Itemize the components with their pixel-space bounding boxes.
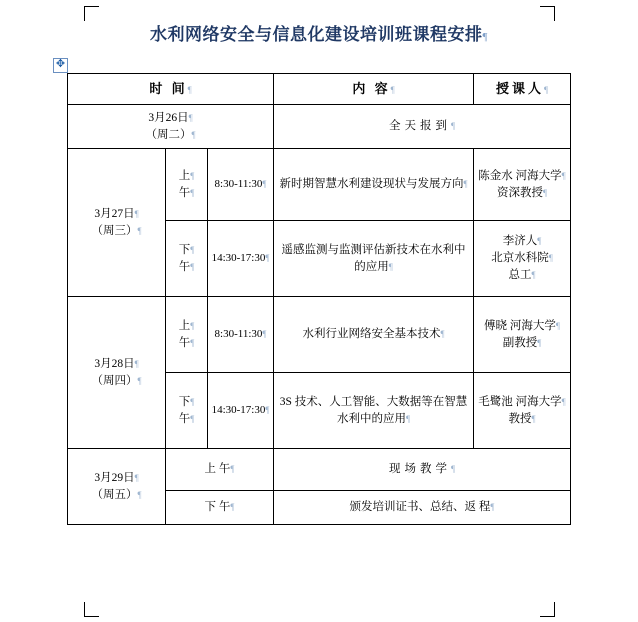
weekday-text: （周二）	[145, 128, 192, 141]
cell-mark-icon: ¶	[190, 396, 195, 407]
table-row	[68, 105, 571, 149]
cell-date	[68, 149, 166, 297]
cell-mark-icon: ¶	[537, 337, 542, 348]
cell-mark-icon: ¶	[548, 253, 553, 264]
cell-mark-icon: ¶	[531, 413, 536, 424]
cell-date	[68, 297, 166, 449]
cell-mark-icon: ¶	[440, 329, 445, 340]
cell-content	[274, 491, 571, 525]
content-text: 全天报到	[388, 120, 451, 133]
move-table-handle-icon[interactable]: ✥	[53, 58, 68, 73]
date-text: 3月29日	[94, 471, 135, 484]
cell-daypart: 上¶ 午¶	[166, 149, 208, 221]
content-text: 3S 技术、人工智能、大数据等在智慧水利中的应用	[279, 395, 468, 425]
cell-mark-icon: ¶	[450, 121, 456, 132]
cell-mark-icon: ¶	[262, 328, 267, 339]
cell-mark-icon: ¶	[544, 84, 549, 95]
cell-teacher: 李济人¶ 北京水科院¶ 总工¶	[474, 221, 571, 297]
cell-mark-icon: ¶	[190, 170, 195, 181]
cell-mark-icon: ¶	[555, 320, 560, 331]
page-title-text: 水利网络安全与信息化建设培训班课程安排	[150, 25, 483, 44]
date-text: 3月26日	[148, 111, 189, 124]
cell-mark-icon: ¶	[537, 236, 542, 247]
cell-mark-icon: ¶	[265, 404, 270, 415]
content-text: 现场教学	[388, 463, 451, 476]
course-schedule-table	[67, 73, 571, 525]
cell-time: 14:30-17:30¶	[208, 221, 274, 297]
cell-mark-icon: ¶	[137, 225, 142, 236]
cell-content	[274, 449, 571, 491]
cell-time: 8:30-11:30¶	[208, 149, 274, 221]
cell-mark-icon: ¶	[450, 464, 456, 475]
cell-mark-icon: ¶	[388, 261, 393, 272]
header-cell-time	[68, 74, 274, 105]
cell-mark-icon: ¶	[137, 489, 142, 500]
cell-mark-icon: ¶	[405, 413, 411, 424]
date-text: 3月27日	[94, 207, 135, 220]
content-text: 水利行业网络安全基本技术	[302, 328, 441, 341]
cell-teacher: 毛鹭池 河海大学¶ 教授¶	[474, 373, 571, 449]
cell-content	[274, 221, 474, 297]
cell-daypart: 上¶ 午¶	[166, 297, 208, 373]
daypart-text: 下 午	[204, 501, 231, 514]
cell-mark-icon: ¶	[187, 84, 192, 95]
daypart-text: 上 午	[204, 463, 231, 476]
cell-content	[274, 373, 474, 449]
date-text: 3月28日	[94, 357, 135, 370]
cell-content	[274, 149, 474, 221]
header-content-label: 内 容	[352, 80, 391, 96]
cell-mark-icon: ¶	[190, 320, 195, 331]
cell-teacher: 傅晓 河海大学¶ 副教授¶	[474, 297, 571, 373]
cell-daypart: 下¶ 午¶	[166, 373, 208, 449]
weekday-text: （周五）	[91, 488, 138, 501]
cell-mark-icon: ¶	[490, 502, 495, 513]
cell-mark-icon: ¶	[542, 187, 548, 198]
header-cell-content	[274, 74, 474, 105]
cell-time: 14:30-17:30¶	[208, 373, 274, 449]
content-text: 颁发培训证书、总结、返 程	[349, 501, 491, 514]
cell-mark-icon: ¶	[134, 358, 139, 369]
cell-daypart	[166, 491, 274, 525]
table-row	[68, 449, 571, 491]
cell-date	[68, 449, 166, 525]
cell-mark-icon: ¶	[463, 179, 468, 190]
table-header-row	[68, 74, 571, 105]
page-title	[68, 20, 570, 45]
cell-mark-icon: ¶	[134, 208, 139, 219]
content-text: 遥感监测与监测评估新技术在水利中的应用	[281, 243, 466, 273]
content-text: 新时期智慧水利建设现状与发展方向	[279, 178, 464, 191]
cell-mark-icon: ¶	[561, 170, 566, 181]
weekday-text: （周三）	[91, 224, 138, 237]
header-cell-teacher	[474, 74, 571, 105]
cell-mark-icon: ¶	[190, 261, 195, 272]
cell-mark-icon: ¶	[188, 112, 193, 123]
cell-teacher: 陈金水 河海大学¶ 资深教授¶	[474, 149, 571, 221]
cell-content	[274, 297, 474, 373]
cell-mark-icon: ¶	[191, 129, 196, 140]
margin-mark-bottom-right	[540, 602, 555, 617]
cell-time: 8:30-11:30¶	[208, 297, 274, 373]
weekday-text: （周四）	[91, 374, 138, 387]
cell-mark-icon: ¶	[137, 375, 142, 386]
table-row	[68, 149, 571, 221]
cell-mark-icon: ¶	[134, 472, 139, 483]
cell-mark-icon: ¶	[190, 337, 195, 348]
cell-mark-icon: ¶	[230, 464, 235, 475]
cell-mark-icon: ¶	[190, 187, 195, 198]
cell-mark-icon: ¶	[190, 244, 195, 255]
cell-mark-icon: ¶	[561, 396, 566, 407]
header-time-label: 时 间	[149, 80, 188, 96]
cell-mark-icon: ¶	[265, 252, 270, 263]
cell-content	[274, 105, 571, 149]
margin-mark-top-left	[84, 6, 99, 21]
cell-mark-icon: ¶	[230, 502, 235, 513]
margin-mark-top-right	[540, 6, 555, 21]
cell-mark-icon: ¶	[390, 84, 395, 95]
cell-mark-icon: ¶	[531, 269, 536, 280]
cell-mark-icon: ¶	[262, 178, 267, 189]
cell-date	[68, 105, 274, 149]
cell-daypart: 下¶ 午¶	[166, 221, 208, 297]
header-teacher-label: 授课人	[495, 80, 544, 96]
cell-daypart	[166, 449, 274, 491]
table-row	[68, 297, 571, 373]
margin-mark-bottom-left	[84, 602, 99, 617]
cell-mark-icon: ¶	[190, 413, 195, 424]
paragraph-mark-icon: ¶	[482, 31, 488, 43]
